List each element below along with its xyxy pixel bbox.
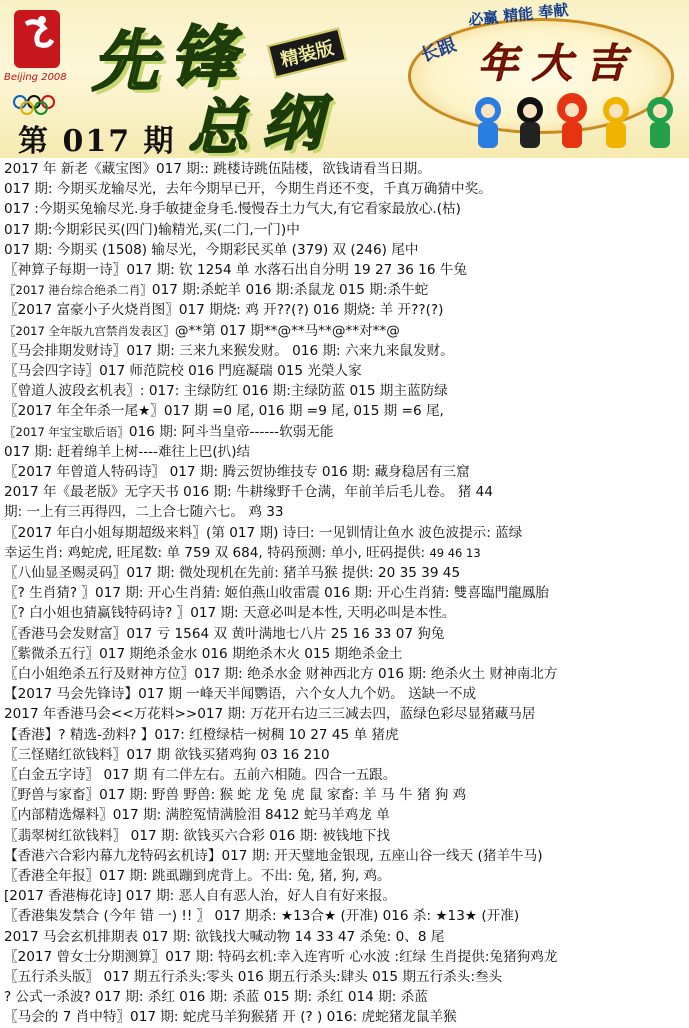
content-line [4,1006,686,1028]
title-char-1: 先 [92,22,158,100]
line-text: 〖2017 富豪小子火烧肖图〗017 期烧: 鸡 开??(?) 016 期烧: 羊 开??(?) [4,302,444,319]
line-text: 〖内部精选爆料〗017 期: 满腔冤情满脸泪 8412 蛇马羊鸡龙 单 [4,807,390,824]
line-text: 2017 年《最老版》无字天书 016 期: 牛耕缘野千仓满，年前羊后毛儿卷。 猪 44 [4,484,493,501]
line-text: [2017 香港梅花诗] 017 期: 恶人自有恶人治，好人自有好来报。 [4,888,397,905]
line-text: 【香港】? 精选-劲料? 】017: 红橙绿桔一树稠 10 27 45 单 猪虎 [4,726,399,743]
mascots-icon [470,92,680,152]
content-line [4,158,686,180]
line-text: 2017 马会玄机排期表 017 期: 欲钱找大喊动物 14 33 47 杀兔: 0、8 尾 [4,928,445,945]
line-text: 〖白金五字诗〗 017 期 有二伴左右。五前六相随。四合一五跟。 [4,767,397,783]
content-line [4,946,686,968]
line-text: 2017 年 新老《藏宝图》017 期:: 跳楼诗跳伍陆楼，欲钱请看当日期。 [4,161,431,177]
content-list [0,158,689,1026]
line-text: 〖曾道人波段玄机表〗: 017: 主绿防红 016 期:主绿防蓝 015 期主蓝防绿 [4,383,448,400]
line-text: 〖2017 年曾道人特码诗〗 017 期: 腾云贺协维技专 016 期: 藏身稳居有三窟 [4,464,470,480]
line-text: 017 期:杀蛇羊 016 期:杀鼠龙 015 期:杀牛蛇 [151,282,429,299]
line-text: 〖马会四字诗〗017 师范院校 016 門庭凝瑞 015 光榮人家 [4,363,362,379]
content-line [4,239,686,261]
content-line [4,825,686,847]
content-line [4,178,686,200]
line-text: 〖八仙显圣赐灵码〗017 期: 微处现机在先前: 猪羊马猴 提供: 20 35 39 45 [4,565,461,581]
content-line [4,481,686,503]
period-label: 第 017 期 [18,124,176,158]
content-line [4,360,686,382]
content-line [4,441,686,463]
content-line [4,259,686,281]
line-text: 〖五行杀头版〗 017 期五行杀头:零头 016 期五行杀头:肆头 015 期五行杀头:叁头 [4,969,503,985]
line-text: 〖2017 年白小姐每期超级来料〗(第 017 期) 诗曰: 一见钏情让鱼水 波色波提示: 蓝绿 [4,524,523,541]
content-line [4,643,686,665]
line-text: 〖野兽与家畜〗017 期: 野兽 野兽: 猴 蛇 龙 兔 虎 鼠 家畜: 羊 马 牛 猪 狗 鸡 [4,787,467,804]
line-text: 〖马会的 7 肖中特〗017 期: 蛇虎马羊狗猴猪 开 (? ) 016: 虎蛇猪龙鼠羊猴 [4,1009,457,1026]
line-text: 〖三怪赌红欲钱料〗017 期 欲钱买猪鸡狗 03 16 210 [4,746,330,763]
line-text: 【2017 马会先锋诗】017 期 一峰天半闻鹦语，六个女人九个奶。 送缺一不成 [4,686,477,703]
content-line [4,542,686,564]
content-line [4,986,686,1008]
line-text: @**第 017 期**@**马**@**对**@ [174,322,400,339]
slogan: 必赢 精能 奉献 [467,0,570,30]
line-text: 〖白小姐绝杀五行及财神方位〗017 期: 绝杀水金 财神西北方 016 期: 绝杀火土 财神南北方 [4,666,558,682]
line-text: ? 公式一杀波? 017 期: 杀红 016 期: 杀蓝 015 期: 杀红 014 期: 杀蓝 [4,989,428,1006]
content-line [4,582,686,604]
line-text: 017 期: 今期买龙输尽光，去年今期早已开，今期生肖还不变，千真万确猜中奖。 [4,181,492,198]
content-line [4,905,686,927]
banner-big-text: 年 大 吉 [478,40,626,87]
line-text: 〖2017 港台综合绝杀二肖〗 [4,283,152,298]
content-line [4,683,686,705]
content-line [4,299,686,321]
content-line [4,885,686,907]
line-text: 017 期: 今期买 (1508) 输尽光，今期彩民买单 (379) 双 (246) 尾中 [4,241,419,258]
content-line [4,602,686,624]
content-line [4,522,686,544]
line-text: 期: 一上有三再得四，二上合七随六七。 鸡 33 [4,504,284,521]
line-text: 017 期: 赶着绵羊上树----难往上巴(扒)结 [4,443,251,460]
content-line [4,804,686,826]
content-line [4,845,686,867]
line-text: 017 期:今期彩民买(四门)输精光,买(二门,一门)中 [4,221,300,238]
content-line [4,703,686,725]
title-char-2: 锋 [170,18,236,96]
content-line [4,744,686,766]
content-line [4,279,686,301]
line-text: 〖? 白小姐也猜赢钱特码诗? 〗017 期: 天意必叫是本性, 天明必叫是本性。 [4,605,456,622]
logo-caption: Beijing 2008 [4,72,67,83]
content-line [4,562,686,584]
content-line [4,724,686,746]
content-line [4,400,686,422]
content-line [4,663,686,685]
line-text: 017 :今期买兔输尽光.身手敏捷金身毛.慢慢吞土力气大,有它看家最放心.(枯) [4,201,461,218]
line-text: 〖2017 全年版九宫禁肖发表区〗 [4,323,175,338]
line-text: 〖马会排期发财诗〗017 期: 三来九来猴发财。 016 期: 六来九来鼠发财。 [4,342,454,359]
line-text: 〖2017 年全年杀一尾★〗017 期 =0 尾, 016 期 =9 尾, 015 期 =6 尾, [4,403,444,420]
beijing-olympics-logo [6,6,78,116]
banner-small-text: 长跟 [418,34,460,67]
line-text: 〖翡翠树红欲钱料〗 017 期: 欲钱买六合彩 016 期: 被钱地下找 [4,827,391,844]
line-text: 幸运生肖: 鸡蛇虎, 旺尾数: 单 759 双 684, 特码预测: 单小, 旺码提供: [4,544,430,561]
line-text: 〖2017 年宝宝歇后语〗 [4,424,129,439]
line-text: 〖紫微杀五行〗017 期绝杀金水 016 期绝杀木火 015 期绝杀金土 [4,645,403,662]
line-text: 49 46 13 [429,545,481,560]
line-text: 〖2017 曾女士分期测算〗017 期: 特码玄机:幸入连宵听 心水波 :红绿 生肖提供:兔猪狗鸡龙 [4,948,558,965]
content-line [4,784,686,806]
content-line [4,966,686,988]
line-text: 〖香港全年报〗017 期: 跳虱蹦到虎背上。不出: 兔, 猪, 狗, 鸡。 [4,868,391,884]
content-line [4,380,686,402]
title-char-3: 总 [188,93,248,158]
content-line [4,198,686,220]
line-text: 2017 年香港马会<<万花料>>017 期: 万花开右边三三减去四，蓝绿色彩尽显猪藏马居 [4,706,536,723]
header-banner [0,0,689,158]
content-line [4,926,686,948]
content-line [4,865,686,887]
line-text: 〖神算子每期一诗〗017 期: 钦 1254 单 水落石出自分明 19 27 36 16 牛兔 [4,262,467,278]
content-line [4,320,686,342]
line-text: 016 期: 阿斗当皇帝------软弱无能 [128,423,334,440]
line-text: 〖香港马会发财富〗017 亏 1564 双 黄叶满地七八片 25 16 33 07 狗兔 [4,625,445,642]
line-text: 〖? 生肖猜? 〗017 期: 开心生肖猜: 姬伯燕山收雷震 016 期: 开心生肖猜: 雙喜臨門龍鳳胎 [4,585,549,602]
edition-stamp: 精装版 [267,28,347,79]
content-line [4,623,686,645]
content-line [4,421,686,443]
line-text: 〖香港集发禁合 (今年 错 一) !! 〗 017 期杀: ★13合★ (开准) 016 杀: ★13★ (开准) [4,908,520,925]
content-line [4,340,686,362]
content-line [4,764,686,786]
title-char-4: 纲 [262,89,322,158]
line-text: 【香港六合彩内幕九龙特码玄机诗】017 期: 开天璧地金银现, 五座山谷一线天 (猪羊牛马) [4,847,543,864]
content-line [4,501,686,523]
content-line [4,461,686,483]
content-line [4,219,686,241]
